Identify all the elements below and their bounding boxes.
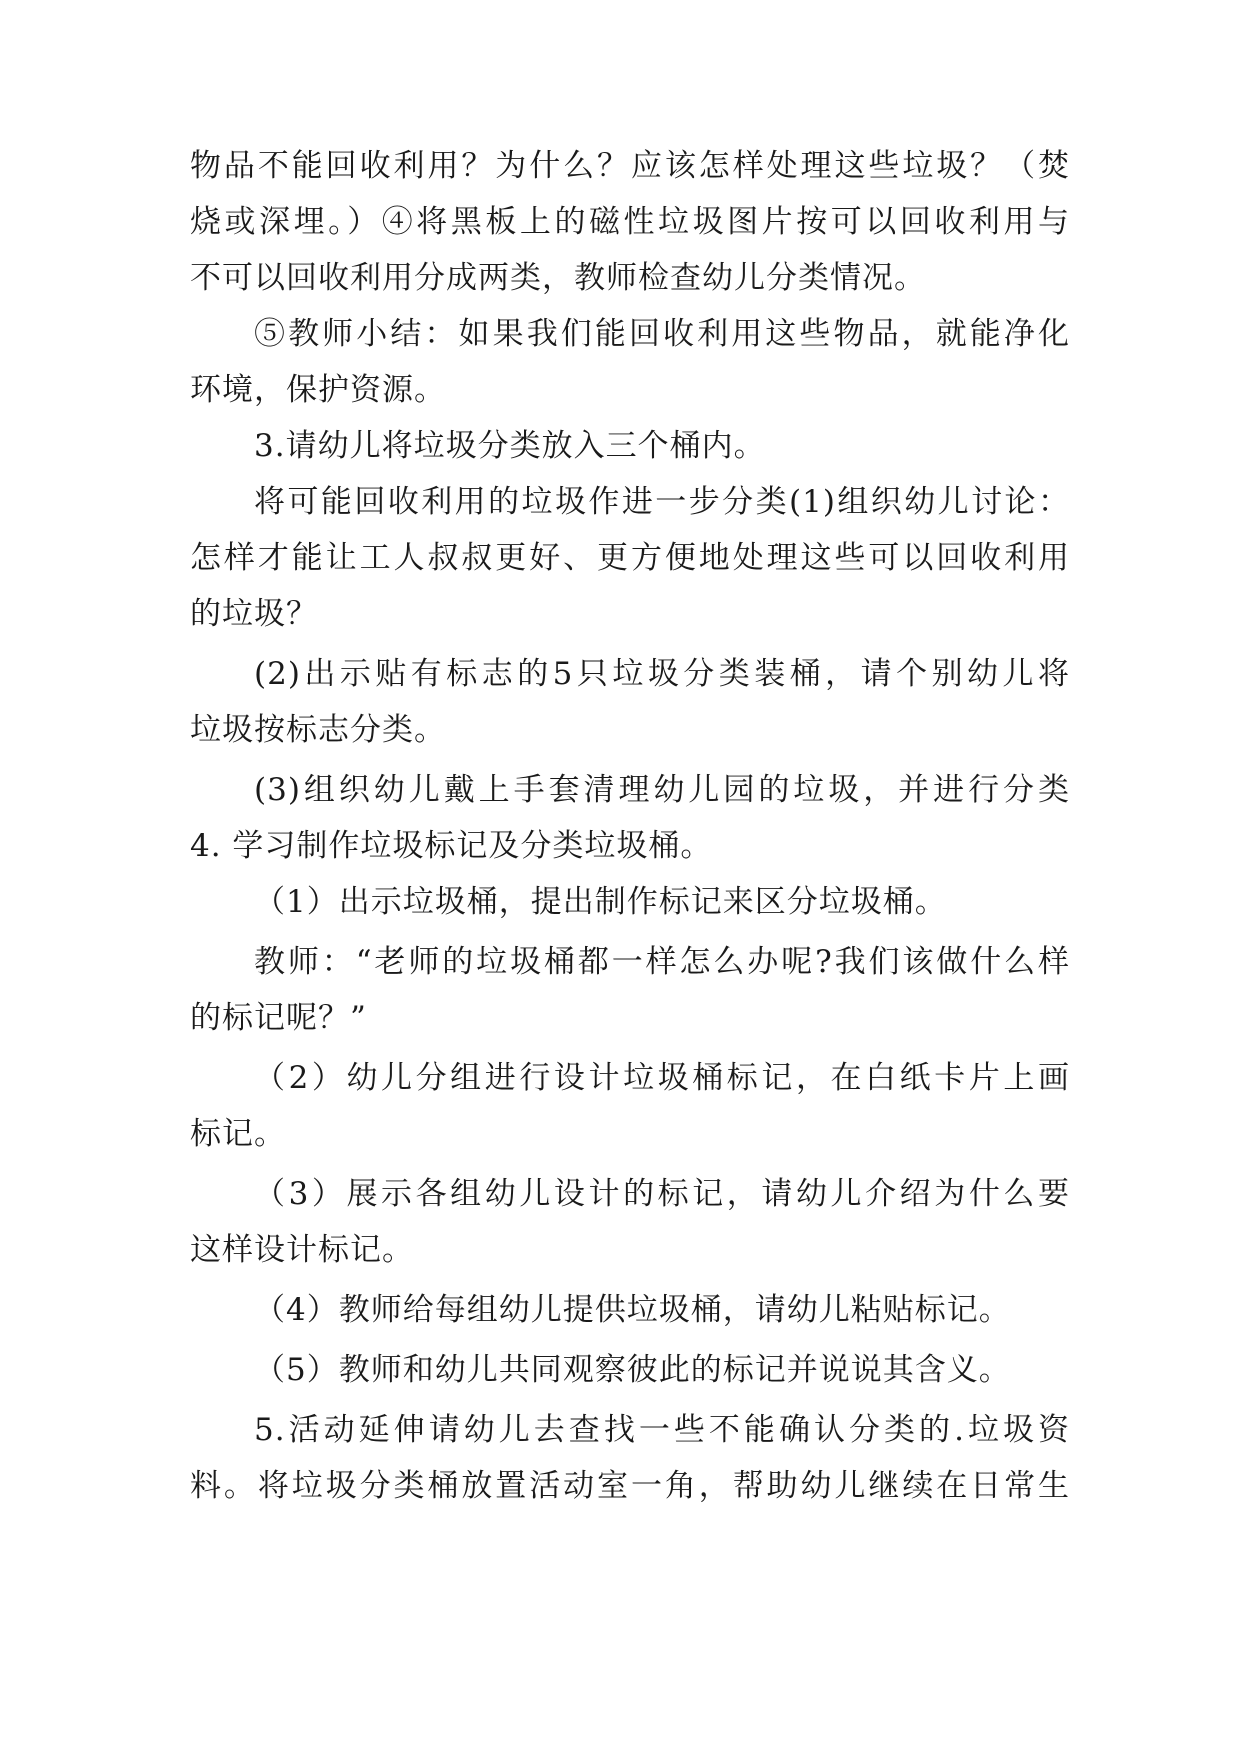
text-line: ⑤教师小结：如果我们能回收利用这些物品，就能净化 <box>254 316 1070 352</box>
text-line: (2)出示贴有标志的5只垃圾分类装桶，请个别幼儿将 <box>254 656 1070 692</box>
text-line: （2）幼儿分组进行设计垃圾桶标记，在白纸卡片上画 <box>254 1060 1070 1096</box>
text-line: 环境，保护资源。 <box>190 372 446 408</box>
text-line: （3）展示各组幼儿设计的标记，请幼儿介绍为什么要 <box>254 1176 1070 1212</box>
text-line: 教师：“老师的垃圾桶都一样怎么办呢?我们该做什么样 <box>254 944 1070 980</box>
text-line: （1）出示垃圾桶，提出制作标记来区分垃圾桶。 <box>254 884 947 920</box>
text-line: 3.请幼儿将垃圾分类放入三个桶内。 <box>254 428 766 464</box>
text-line: 4. 学习制作垃圾标记及分类垃圾桶。 <box>190 828 713 864</box>
text-line: 垃圾按标志分类。 <box>190 712 446 748</box>
text-line: (3)组织幼儿戴上手套清理幼儿园的垃圾，并进行分类 <box>254 772 1070 808</box>
text-line: 的垃圾？ <box>190 596 318 632</box>
text-line: 物品不能回收利用？为什么？应该怎样处理这些垃圾？（焚 <box>190 148 1070 184</box>
text-line: 的标记呢？” <box>190 1000 367 1036</box>
text-line: 标记。 <box>190 1116 286 1152</box>
text-line: （4）教师给每组幼儿提供垃圾桶，请幼儿粘贴标记。 <box>254 1292 1011 1328</box>
text-line: 5.活动延伸请幼儿去查找一些不能确认分类的.垃圾资 <box>254 1412 1070 1448</box>
text-line: 怎样才能让工人叔叔更好、更方便地处理这些可以回收利用 <box>190 540 1070 576</box>
text-line: （5）教师和幼儿共同观察彼此的标记并说说其含义。 <box>254 1352 1011 1388</box>
text-line: 将可能回收利用的垃圾作进一步分类(1)组织幼儿讨论： <box>254 484 1070 520</box>
text-line: 料。将垃圾分类桶放置活动室一角，帮助幼儿继续在日常生 <box>190 1468 1070 1504</box>
text-line: 烧或深埋。）④将黑板上的磁性垃圾图片按可以回收利用与 <box>190 204 1070 240</box>
text-line: 不可以回收利用分成两类，教师检查幼儿分类情况。 <box>190 260 926 296</box>
text-line: 这样设计标记。 <box>190 1232 414 1268</box>
